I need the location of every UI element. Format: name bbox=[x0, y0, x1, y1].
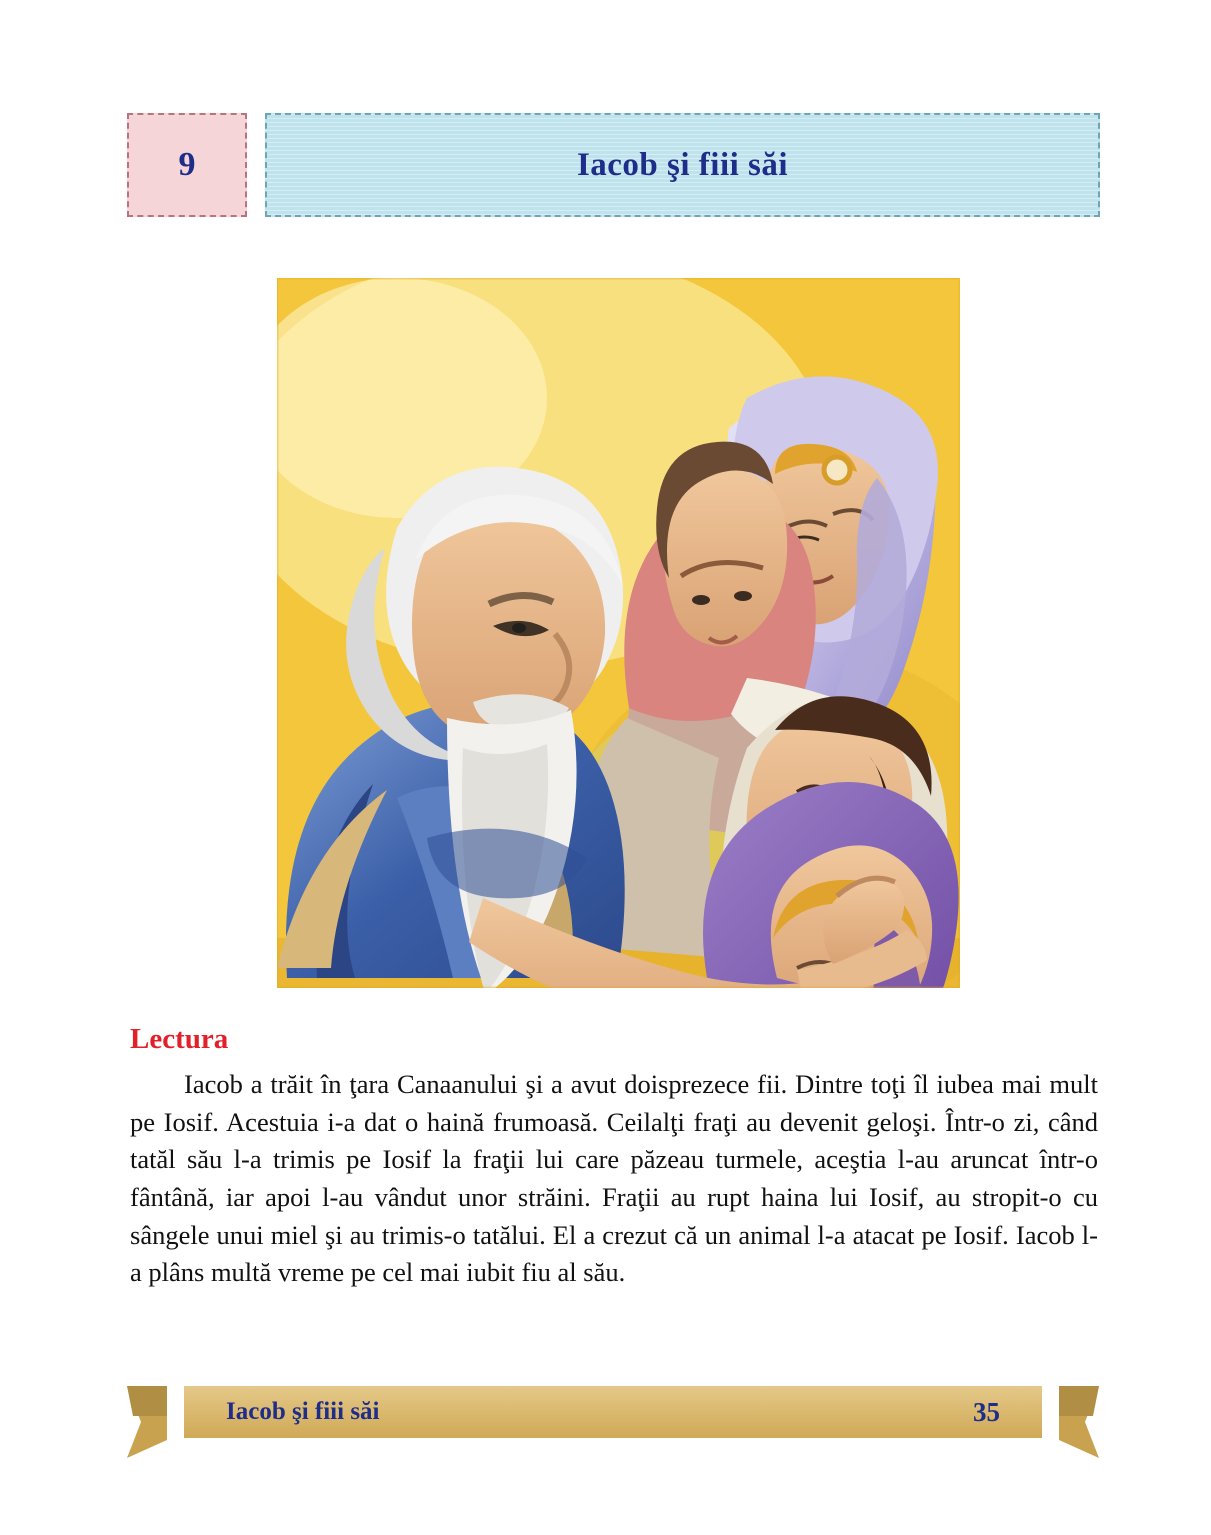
chapter-title-bar bbox=[265, 113, 1100, 217]
chapter-number: 9 bbox=[178, 146, 196, 183]
page-header bbox=[127, 113, 1100, 217]
illustration-jacob-and-sons bbox=[277, 278, 960, 988]
footer-page-number: 35 bbox=[973, 1396, 1000, 1427]
ribbon-band bbox=[184, 1386, 1042, 1438]
page-title: Iacob şi fiii săi bbox=[576, 146, 789, 183]
illustration-artwork bbox=[277, 278, 960, 988]
page-footer-ribbon bbox=[127, 1378, 1099, 1474]
section-paragraph: Iacob a trăit în ţara Canaanului şi a avut doisprezece fii. Dintre toţi îl iubea mai mult pe Iosif. Acestuia i-a dat o haină frumoasă. Ceilalţi fraţi au devenit geloşi. Într-o zi, când tatăl său l-a trimis pe Iosif la fraţii lui care păzeau turmele, aceştia l-au aruncat într-o fântână, iar apoi l-au vândut unor străini. Fraţii au rupt haina lui Iosif, au stropit-o cu sângele unui miel şi au trimis-o tatălui. El a crezut că un animal l-a atacat pe Iosif. Iacob l-a plâns multă vreme pe cel mai iubit fiu al său. bbox=[130, 1069, 1098, 1288]
section-heading-lectura: Lectura bbox=[130, 1023, 229, 1055]
footer-chapter-title: Iacob şi fiii săi bbox=[226, 1398, 380, 1425]
chapter-number-badge bbox=[127, 113, 247, 217]
